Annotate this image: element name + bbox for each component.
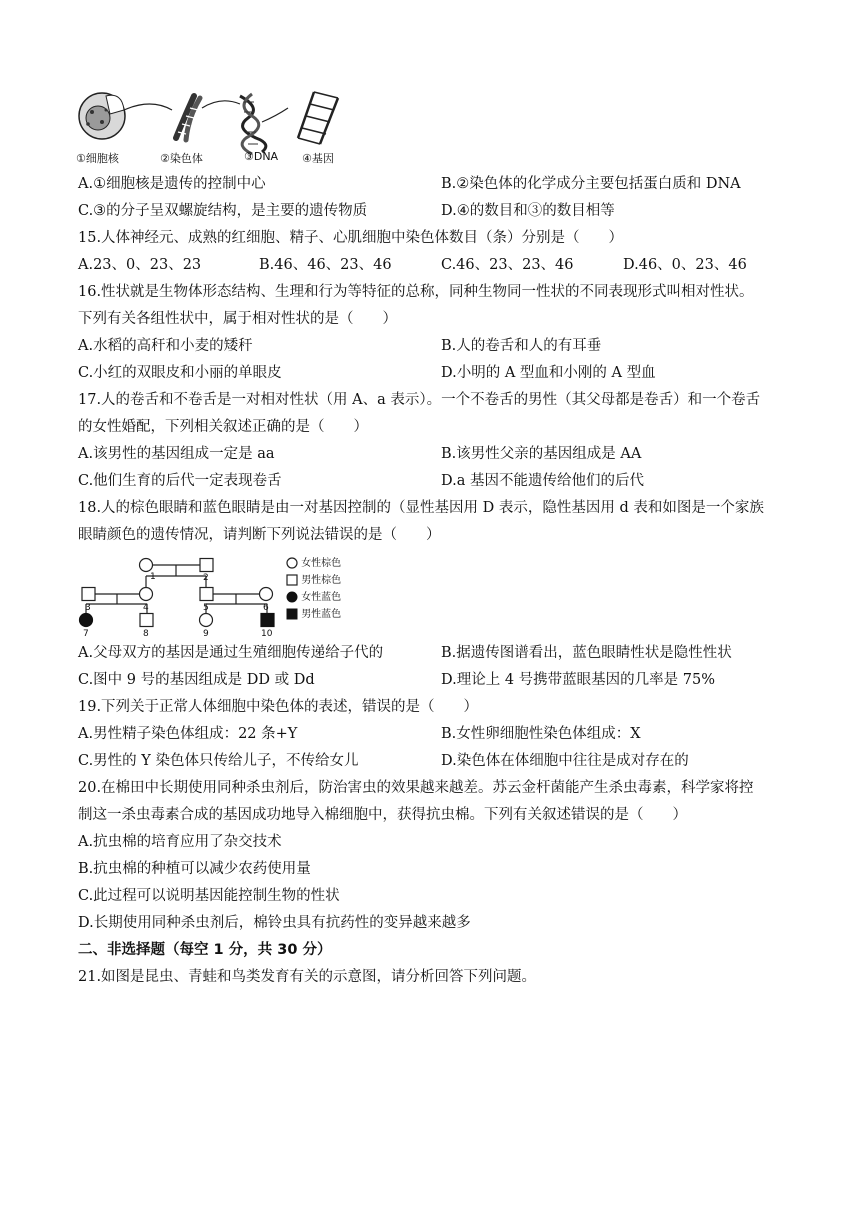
q20-stem-line1: 20.在棉田中长期使用同种杀虫剂后，防治害虫的效果越来越差。苏云金杆菌能产生杀虫毒素，科学家将控 <box>78 780 754 796</box>
q18-option-d: D.理论上 4 号携带蓝眼基因的几率是 75% <box>441 672 715 688</box>
pedigree-num-7: 7 <box>83 629 89 636</box>
pedigree-individual-4 <box>140 588 153 601</box>
pedigree-num-10: 10 <box>261 629 273 636</box>
pedigree-individual-1 <box>140 559 153 572</box>
q21-stem: 21.如图是昆虫、青蛙和鸟类发育有关的示意图，请分析回答下列问题。 <box>78 969 537 985</box>
pedigree-individual-7 <box>80 614 93 627</box>
q14-option-b: B.②染色体的化学成分主要包括蛋白质和 DNA <box>441 176 741 192</box>
q20-option-a: A.抗虫棉的培育应用了杂交技术 <box>78 834 282 850</box>
q16-option-d: D.小明的 A 型血和小刚的 A 型血 <box>441 365 656 381</box>
q15-option-a: A.23、0、23、23 <box>78 257 202 273</box>
q17-stem-line1: 17.人的卷舌和不卷舌是一对相对性状（用 A、a 表示）。一个不卷舌的男性（其父母都是卷舌）和一个卷舌 <box>78 392 761 408</box>
pedigree-num-8: 8 <box>143 629 149 636</box>
q16-option-c: C.小红的双眼皮和小丽的单眼皮 <box>78 365 282 381</box>
q14-option-a: A.①细胞核是遗传的控制中心 <box>78 176 266 192</box>
q20-option-c: C.此过程可以说明基因能控制生物的性状 <box>78 888 340 904</box>
q19-option-d: D.染色体在体细胞中往往是成对存在的 <box>441 753 689 769</box>
q20-stem-line2: 制这一杀虫毒素合成的基因成功地导入棉细胞中，获得抗虫棉。下列有关叙述错误的是（ ） <box>78 807 687 823</box>
q14-option-d: D.④的数目和③的数目相等 <box>441 203 615 219</box>
legend-male-blue-icon <box>286 608 298 620</box>
q15-option-d: D.46、0、23、46 <box>623 257 747 273</box>
q17-stem-line2: 的女性婚配，下列相关叙述正确的是（ ） <box>78 419 368 435</box>
figure-label-gene: ④基因 <box>302 152 334 165</box>
pedigree-num-3: 3 <box>85 603 91 613</box>
q16-option-a: A.水稻的高秆和小麦的矮秆 <box>78 338 253 354</box>
q20-option-d: D.长期使用同种杀虫剂后，棉铃虫具有抗药性的变异越来越多 <box>78 915 471 931</box>
q16-stem-line1: 16.性状就是生物体形态结构、生理和行为等特征的总称，同种生物同一性状的不同表现形式叫相对性状。 <box>78 284 754 300</box>
q19-option-b: B.女性卵细胞性染色体组成：X <box>441 726 641 742</box>
q17-option-c: C.他们生育的后代一定表现卷舌 <box>78 473 282 489</box>
pedigree-num-9: 9 <box>203 629 209 636</box>
q18-option-b: B.据遗传图谱看出，蓝色眼睛性状是隐性性状 <box>441 645 732 661</box>
legend-male-blue: 男性蓝色 <box>301 609 342 620</box>
q18-option-a: A.父母双方的基因是通过生殖细胞传递给子代的 <box>78 645 384 661</box>
figure-label-nucleus: ①细胞核 <box>76 152 119 165</box>
q17-option-a: A.该男性的基因组成一定是 aa <box>78 446 275 462</box>
pedigree-individual-3 <box>82 588 95 601</box>
pedigree-num-2: 2 <box>203 573 209 583</box>
q18-option-c: C.图中 9 号的基因组成是 DD 或 Dd <box>78 672 315 688</box>
q17-option-b: B.该男性父亲的基因组成是 AA <box>441 446 642 462</box>
q15-stem: 15.人体神经元、成熟的红细胞、精子、心肌细胞中染色体数目（条）分别是（ ） <box>78 230 624 246</box>
q19-option-c: C.男性的 Y 染色体只传给儿子，不传给女儿 <box>78 753 359 769</box>
dna-helix-drawing <box>240 94 266 154</box>
q20-option-b: B.抗虫棉的种植可以减少农药使用量 <box>78 861 311 877</box>
q16-option-b: B.人的卷舌和人的有耳垂 <box>441 338 602 354</box>
pedigree-individual-2 <box>200 559 213 572</box>
figure-label-chromosome: ②染色体 <box>160 152 203 165</box>
legend-female-blue: 女性蓝色 <box>301 592 342 603</box>
legend-male-brown-icon <box>286 574 298 586</box>
chromosome-drawing <box>176 96 200 140</box>
connector-line <box>202 101 240 108</box>
pedigree-num-4: 4 <box>143 603 149 613</box>
connector-line <box>124 104 172 110</box>
q18-stem-line1: 18.人的棕色眼睛和蓝色眼睛是由一对基因控制的（显性基因用 D 表示，隐性基因用 d 表和如图是一个家族 <box>78 500 764 516</box>
pedigree-individual-10 <box>261 614 274 627</box>
q18-stem-line2: 眼睛颜色的遗传情况，请判断下列说法错误的是（ ） <box>78 527 441 543</box>
q19-stem: 19.下列关于正常人体细胞中染色体的表述，错误的是（ ） <box>78 699 479 715</box>
pedigree-individual-9 <box>200 614 213 627</box>
figure-label-dna: ③DNA <box>244 150 279 163</box>
section2-title: 二、非选择题（每空 1 分，共 30 分） <box>78 942 332 958</box>
pedigree-num-6: 6 <box>263 603 269 613</box>
nucleus-drawing <box>79 93 125 139</box>
legend-female-brown: 女性棕色 <box>301 558 342 569</box>
q15-option-c: C.46、23、23、46 <box>441 257 574 273</box>
pedigree-individual-6 <box>260 588 273 601</box>
q17-option-d: D.a 基因不能遗传给他们的后代 <box>441 473 644 489</box>
connector-line <box>262 108 288 122</box>
pedigree-individual-5 <box>200 588 213 601</box>
q15-option-b: B.46、46、23、46 <box>259 257 392 273</box>
q16-stem-line2: 下列有关各组性状中，属于相对性状的是（ ） <box>78 311 397 327</box>
gene-ladder-drawing <box>298 92 338 144</box>
pedigree-individual-8 <box>140 614 153 627</box>
legend-male-brown: 男性棕色 <box>301 575 342 586</box>
pedigree-num-1: 1 <box>150 572 156 582</box>
pedigree-num-5: 5 <box>203 603 209 613</box>
q19-option-a: A.男性精子染色体组成：22 条+Y <box>78 726 298 742</box>
q14-option-c: C.③的分子呈双螺旋结构，是主要的遗传物质 <box>78 203 368 219</box>
legend-female-blue-icon <box>286 591 298 603</box>
legend-female-brown-icon <box>286 557 298 569</box>
